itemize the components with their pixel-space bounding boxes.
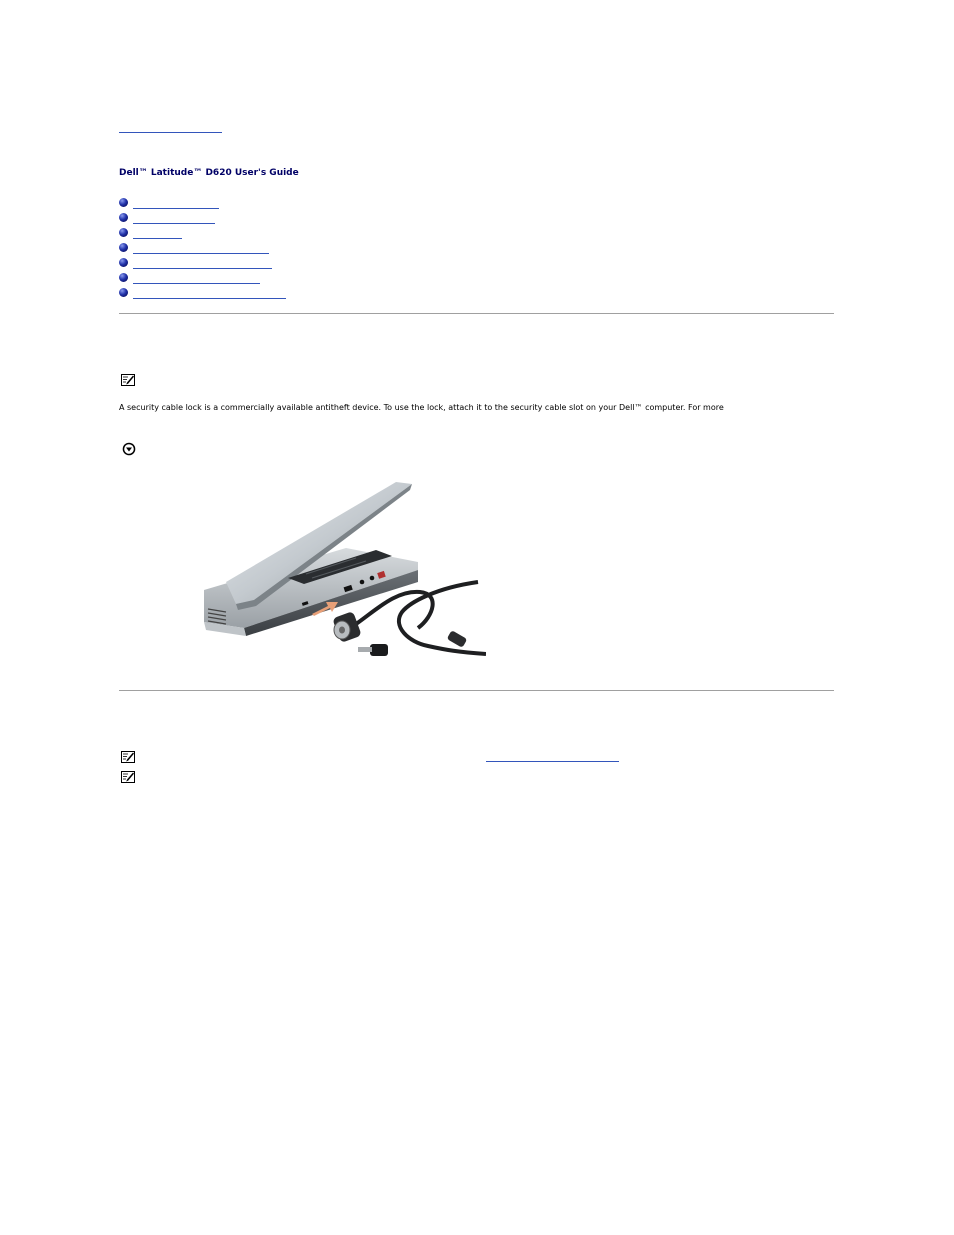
security-cable-lock-illustration xyxy=(196,478,486,672)
toc-link-6[interactable] xyxy=(133,272,260,284)
bullet-icon xyxy=(119,258,128,267)
bullet-icon xyxy=(119,288,128,297)
bullet-icon xyxy=(119,243,128,252)
bullet-icon xyxy=(119,198,128,207)
guide-title: Dell™ Latitude™ D620 User's Guide xyxy=(119,168,299,178)
back-to-contents-link[interactable] xyxy=(119,120,222,133)
note-pencil-icon xyxy=(121,751,135,763)
toc-item xyxy=(119,240,286,255)
toc-item xyxy=(119,210,286,225)
toc-item xyxy=(119,270,286,285)
toc-link-5[interactable] xyxy=(133,257,272,269)
table-of-contents xyxy=(119,195,286,300)
bullet-icon xyxy=(119,228,128,237)
toc-link-4[interactable] xyxy=(133,242,269,254)
note-pencil-icon xyxy=(121,771,135,783)
toc-item xyxy=(119,195,286,210)
toc-item xyxy=(119,285,286,300)
note-pencil-icon xyxy=(121,374,135,386)
section-divider xyxy=(119,313,834,314)
section-divider xyxy=(119,690,834,691)
toc-link-3[interactable] xyxy=(133,227,182,239)
cable-lock-description: A security cable lock is a commercially available antitheft device. To use the lock, attach it to the security cable slot on your Dell™ computer. For more xyxy=(119,403,724,412)
toc-link-1[interactable] xyxy=(133,197,219,209)
toc-item xyxy=(119,225,286,240)
toc-link-2[interactable] xyxy=(133,212,215,224)
notice-icon xyxy=(122,442,136,456)
bullet-icon xyxy=(119,273,128,282)
toc-link-7[interactable] xyxy=(133,287,286,299)
toc-item xyxy=(119,255,286,270)
reference-link[interactable] xyxy=(486,749,619,762)
bullet-icon xyxy=(119,213,128,222)
